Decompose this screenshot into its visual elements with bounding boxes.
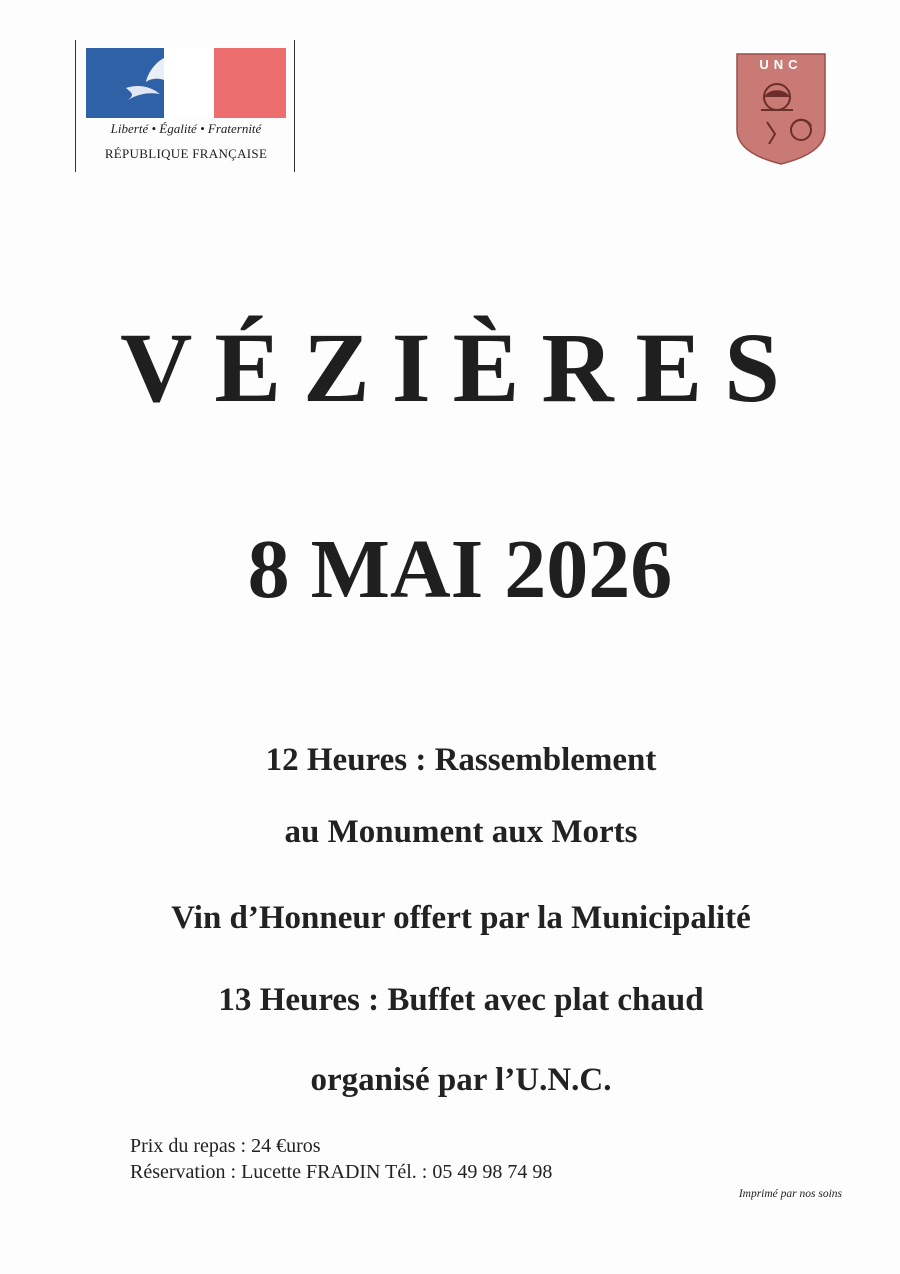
marianne-flag-icon xyxy=(86,48,286,118)
republique-francaise-logo xyxy=(75,40,295,172)
republic-name: RÉPUBLIQUE FRANÇAISE xyxy=(104,146,268,161)
unc-shield-logo xyxy=(735,52,827,166)
program-line: au Monument aux Morts xyxy=(284,814,638,850)
program-line: Vin d’Honneur offert par la Municipalité xyxy=(171,900,751,936)
program-line: 12 Heures : Rassemblement xyxy=(265,742,657,778)
meal-price: Prix du repas : 24 €uros xyxy=(130,1135,321,1157)
poster-title: VÉZIÈRES xyxy=(120,312,802,423)
republic-motto: Liberté • Égalité • Fraternité xyxy=(110,121,262,136)
reservation-contact: Réservation : Lucette FRADIN Tél. : 05 49 98 74 98 xyxy=(130,1161,553,1183)
unc-logo-label: UNC xyxy=(759,57,803,72)
event-date: 8 MAI 2026 xyxy=(247,523,673,616)
program-line: 13 Heures : Buffet avec plat chaud xyxy=(218,982,704,1018)
printed-by-note: Imprimé par nos soins xyxy=(738,1188,842,1200)
program-line: organisé par l’U.N.C. xyxy=(310,1062,612,1098)
